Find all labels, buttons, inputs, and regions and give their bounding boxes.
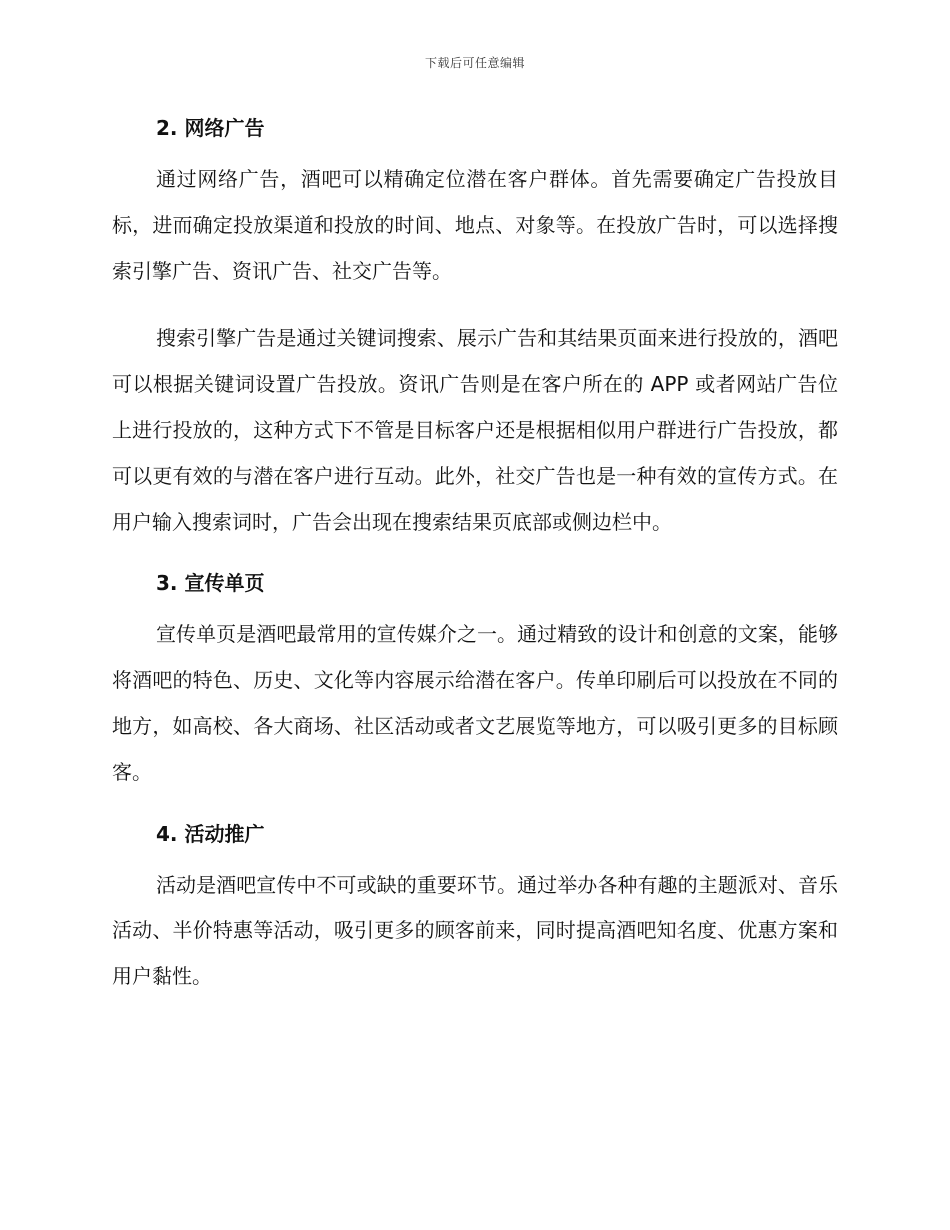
- section-heading-flyers: 3. 宣传单页: [156, 571, 265, 596]
- paragraph-online-ads-intro: 通过网络广告，酒吧可以精确定位潜在客户群体。首先需要确定广告投放目标，进而确定投放渠道和投放的时间、地点、对象等。在投放广告时，可以选择搜索引擎广告、资讯广告、社交广告等。: [112, 167, 838, 283]
- section-heading-online-ads: 2. 网络广告: [156, 116, 265, 140]
- page-header-note: 下载后可任意编辑: [424, 56, 525, 70]
- paragraph-online-ads-detail: 搜索引擎广告是通过关键词搜索、展示广告和其结果页面来进行投放的，酒吧可以根据关键词设置广告投放。资讯广告则是在客户所在的 APP 或者网站广告位上进行投放的，这种方式下不管是目标客户还是根据相似用户群进行广告投放，都可以更有效的与潜在客户进行互动。此外，社交广告也是一种有效的宣传方式。在用户输入搜索词时，广告会出现在搜索结果页底部或侧边栏中。: [112, 326, 838, 534]
- paragraph-events: 活动是酒吧宣传中不可或缺的重要环节。通过举办各种有趣的主题派对、音乐活动、半价特惠等活动，吸引更多的顾客前来，同时提高酒吧知名度、优惠方案和用户黏性。: [112, 872, 838, 989]
- paragraph-flyers: 宣传单页是酒吧最常用的宣传媒介之一。通过精致的设计和创意的文案，能够将酒吧的特色、历史、文化等内容展示给潜在客户。传单印刷后可以投放在不同的地方，如高校、各大商场、社区活动或者文艺展览等地方，可以吸引更多的目标顾客。: [112, 622, 838, 784]
- document-body: [112, 112, 838, 1000]
- section-heading-events: 4. 活动推广: [156, 821, 265, 846]
